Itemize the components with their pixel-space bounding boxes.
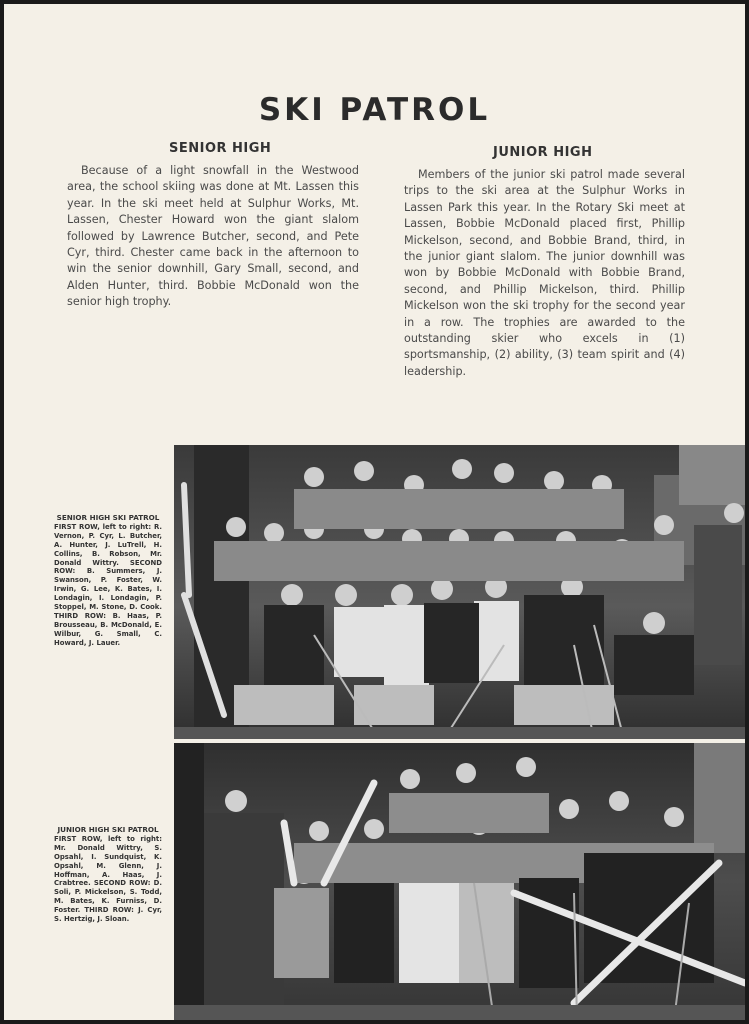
junior-photo-illustration <box>174 743 745 1020</box>
junior-caption-names: FIRST ROW, left to right: Mr. Donald Wittry, S. Opsahl, I. Sundquist, K. Opsahl, M. Glenn, J. Hoffman, A. Haas, J. Crabtree. SECOND ROW: D. Soli, P. Mickelson, S. Todd, M. Bates, K. Furniss, D. Foster. THIRD ROW: J. Cyr, S. Hertzig, J. Sloan. <box>54 834 162 924</box>
junior-caption-title: JUNIOR HIGH SKI PATROL <box>57 825 159 834</box>
senior-caption-title: SENIOR HIGH SKI PATROL <box>56 513 160 522</box>
senior-high-heading: SENIOR HIGH <box>169 141 272 156</box>
junior-high-paragraph: Members of the junior ski patrol made several trips to the ski area at the Sulphur Works in Lassen Park this year. In the Rotary Ski meet at Lassen, Bobbie McDonald placed first, Phillip Mickelson, second, and Bobbie Brand, third, in the junior giant slalom. The junior downhill was won by Bobbie McDonald with Bobbie Brand, second, and Phillip Mickelson, third. Phillip Mickelson won the ski trophy for the second year in a row. The trophies are awarded to the outstanding skier who excels in (1) sportsmanship, (2) ability, (3) team spirit and (4) leadership. <box>404 168 685 378</box>
junior-ski-patrol-photo <box>174 743 745 1020</box>
senior-high-paragraph: Because of a light snowfall in the Westwood area, the school skiing was done at Mt. Lassen this year. In the ski meet held at Sulphur Works, Mt. Lassen, Chester Howard won the giant slalom followed by Lawrence Butcher, second, and Pete Cyr, third. Chester came back in the afternoon to win the senior downhill, Gary Small, second, and Alden Hunter, third. Bobbie McDonald won the senior high trophy. <box>67 164 359 309</box>
senior-caption-names: FIRST ROW, left to right: R. Vernon, P. Cyr, L. Butcher, A. Hunter, J. LuTrell, H. Collins, B. Robson, Mr. Donald Wittry. SECOND ROW: B. Summers, J. Swanson, P. Foster, W. Irwin, G. Lee, K. Bates, I. Londagin, I. Londagin, P. Stoppel, M. Stone, D. Cook. THIRD ROW: B. Haas, P. Brousseau, B. McDonald, E. Wilbur, G. Small, C. Howard, J. Lauer. <box>54 522 162 647</box>
senior-photo-illustration <box>174 445 745 739</box>
junior-photo-caption <box>54 826 162 924</box>
senior-photo-caption <box>54 514 162 648</box>
page-title: SKI PATROL <box>258 92 491 128</box>
senior-ski-patrol-photo <box>174 445 745 739</box>
yearbook-page <box>4 4 745 1020</box>
junior-high-heading: JUNIOR HIGH <box>493 145 593 160</box>
